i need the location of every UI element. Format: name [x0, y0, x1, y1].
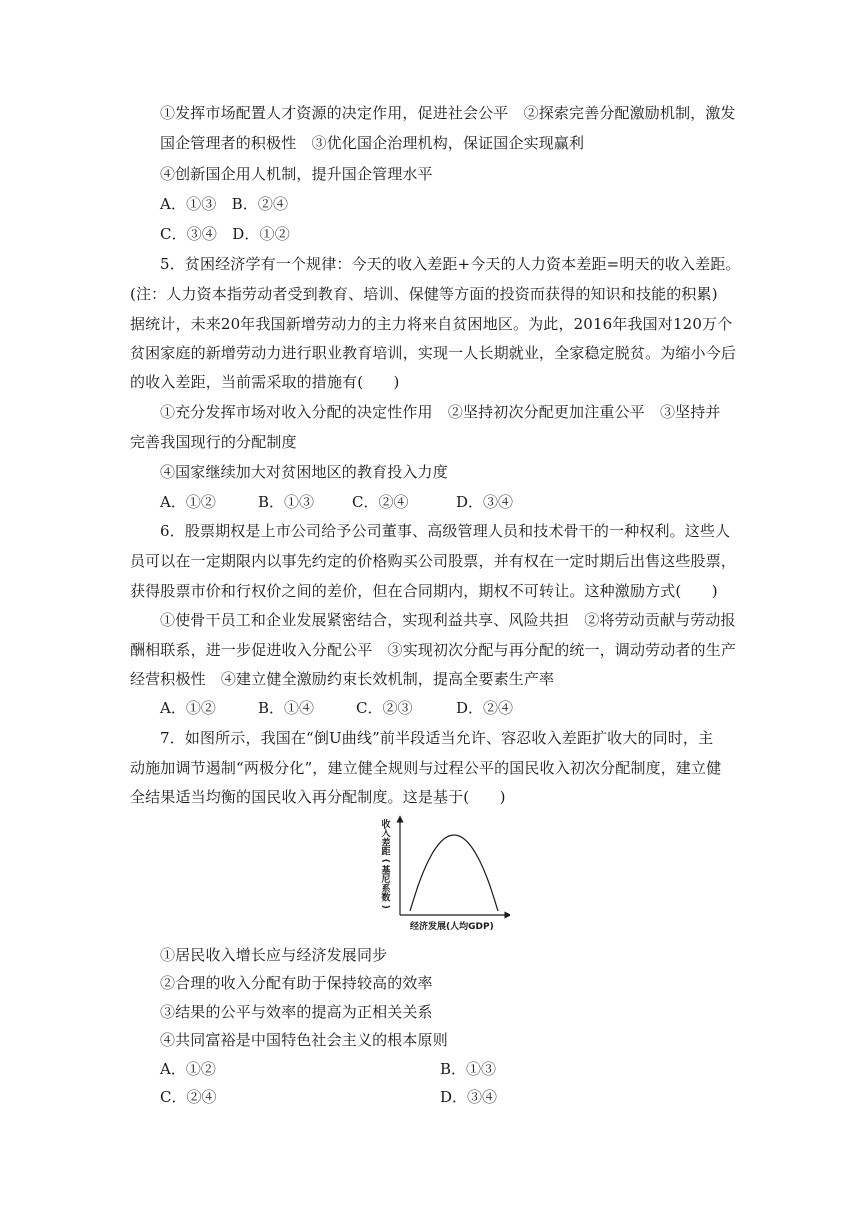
q5-stem-line-1: 5．贫困经济学有一个规律：今天的收入差距+今天的人力资本差距=明天的收入差距。: [160, 255, 741, 273]
y-axis-label-char: 入: [381, 829, 391, 840]
q4-statement-line-2: 国企管理者的积极性 ③优化国企治理机构，保证国企实现赢利: [160, 134, 585, 152]
q7-statement-3: ③结果的公平与效率的提高为正相关关系: [160, 1003, 433, 1021]
q5-statement-line-2: 完善我国现行的分配制度: [130, 433, 297, 451]
q7-option-c: C．②④: [160, 1088, 217, 1106]
q6-stem-line-1: 6．股票期权是上市公司给予公司董事、高级管理人员和技术骨干的一种权利。这些人: [160, 522, 731, 540]
q5-option-b: B．①③: [258, 493, 315, 511]
y-axis-label-char: 收: [381, 820, 391, 830]
q5-stem-line-4: 贫困家庭的新增劳动力进行职业教育培训，实现一人长期就业，全家稳定脱贫。为缩小今后: [130, 344, 737, 362]
q7-statement-4: ④共同富裕是中国特色社会主义的根本原则: [160, 1031, 448, 1049]
y-axis-label-char: 基: [381, 866, 391, 876]
q5-option-c: C．②④: [352, 493, 409, 511]
q4-statement-line-3: ④创新国企用人机制，提升国企管理水平: [160, 165, 433, 183]
q6-option-a: A．①②: [160, 699, 216, 717]
q6-option-d: D．②④: [456, 699, 514, 717]
q7-option-d: D．③④: [440, 1088, 498, 1106]
q4-statement-line-1: ①发挥市场配置人才资源的决定作用，促进社会公平 ②探索完善分配激励机制，激发: [160, 104, 736, 122]
q5-statement-line-1: ①充分发挥市场对收入分配的决定性作用 ②坚持初次分配更加注重公平 ③坚持并: [160, 403, 721, 421]
q6-option-c: C．②③: [356, 699, 413, 717]
q4-options-line-1: A．①③ B．②④: [160, 195, 289, 213]
q6-stem-line-3: 获得股票市价和行权价之间的差价，但在合同期内，期权不可转让。这种激励方式( ): [130, 582, 718, 600]
q5-option-d: D．③④: [456, 493, 514, 511]
q5-stem-line-2: (注：人力资本指劳动者受到教育、培训、保健等方面的投资而获得的知识和技能的积累): [130, 285, 718, 303]
q7-stem-line-2: 动施加调节遏制“两极分化”，建立健全规则与过程公平的国民收入初次分配制度，建立健: [130, 759, 722, 777]
y-axis-label-char: 系: [381, 884, 391, 895]
y-axis-label: [380, 818, 391, 909]
inverted-u-chart: [370, 815, 510, 935]
q5-option-a: A．①②: [160, 493, 216, 511]
q6-statement-line-3: 经营积极性 ④建立健全激励约束长效机制，提高全要素生产率: [130, 670, 555, 688]
q6-option-b: B．①④: [258, 699, 315, 717]
q5-statement-line-3: ④国家继续加大对贫困地区的教育投入力度: [160, 463, 448, 481]
y-axis-label-char: 差: [381, 838, 391, 849]
q7-statement-2: ②合理的收入分配有助于保持较高的效率: [160, 974, 433, 992]
y-axis-label-char: 距: [381, 847, 391, 858]
inverted-u-curve: [410, 835, 498, 911]
q5-stem-line-3: 据统计，未来20年我国新增劳动力的主力将来自贫困地区。为此，2016年我国对120万个: [130, 315, 733, 333]
q4-options-line-2: C．③④ D．①②: [160, 225, 290, 243]
y-axis-label-char: (: [380, 858, 390, 863]
q5-stem-line-5: 的收入差距，当前需采取的措施有( ): [130, 373, 400, 391]
q7-stem-line-3: 全结果适当均衡的国民收入再分配制度。这是基于( ): [130, 788, 506, 806]
y-axis-label-char: 数: [381, 893, 391, 904]
q7-statement-1: ①居民收入增长应与经济发展同步: [160, 946, 388, 964]
y-axis-label-char: ): [380, 904, 390, 909]
q7-option-a: A．①②: [160, 1060, 216, 1078]
x-axis-label: 经济发展(人均GDP): [410, 922, 494, 932]
q6-stem-line-2: 员可以在一定期限内以事先约定的价格购买公司股票，并有权在一定时期后出售这些股票，: [130, 552, 737, 570]
q6-statement-line-1: ①使骨干员工和企业发展紧密结合，实现利益共享、风险共担 ②将劳动贡献与劳动报: [160, 611, 736, 629]
q6-statement-line-2: 酬相联系，进一步促进收入分配公平 ③实现初次分配与再分配的统一，调动劳动者的生产: [130, 641, 737, 659]
q7-stem-line-1: 7．如图所示，我国在“倒U曲线”前半段适当允许、容忍收入差距扩收大的同时，主: [160, 729, 714, 747]
y-axis-label-char: 尼: [381, 875, 391, 886]
q7-option-b: B．①③: [440, 1060, 497, 1078]
